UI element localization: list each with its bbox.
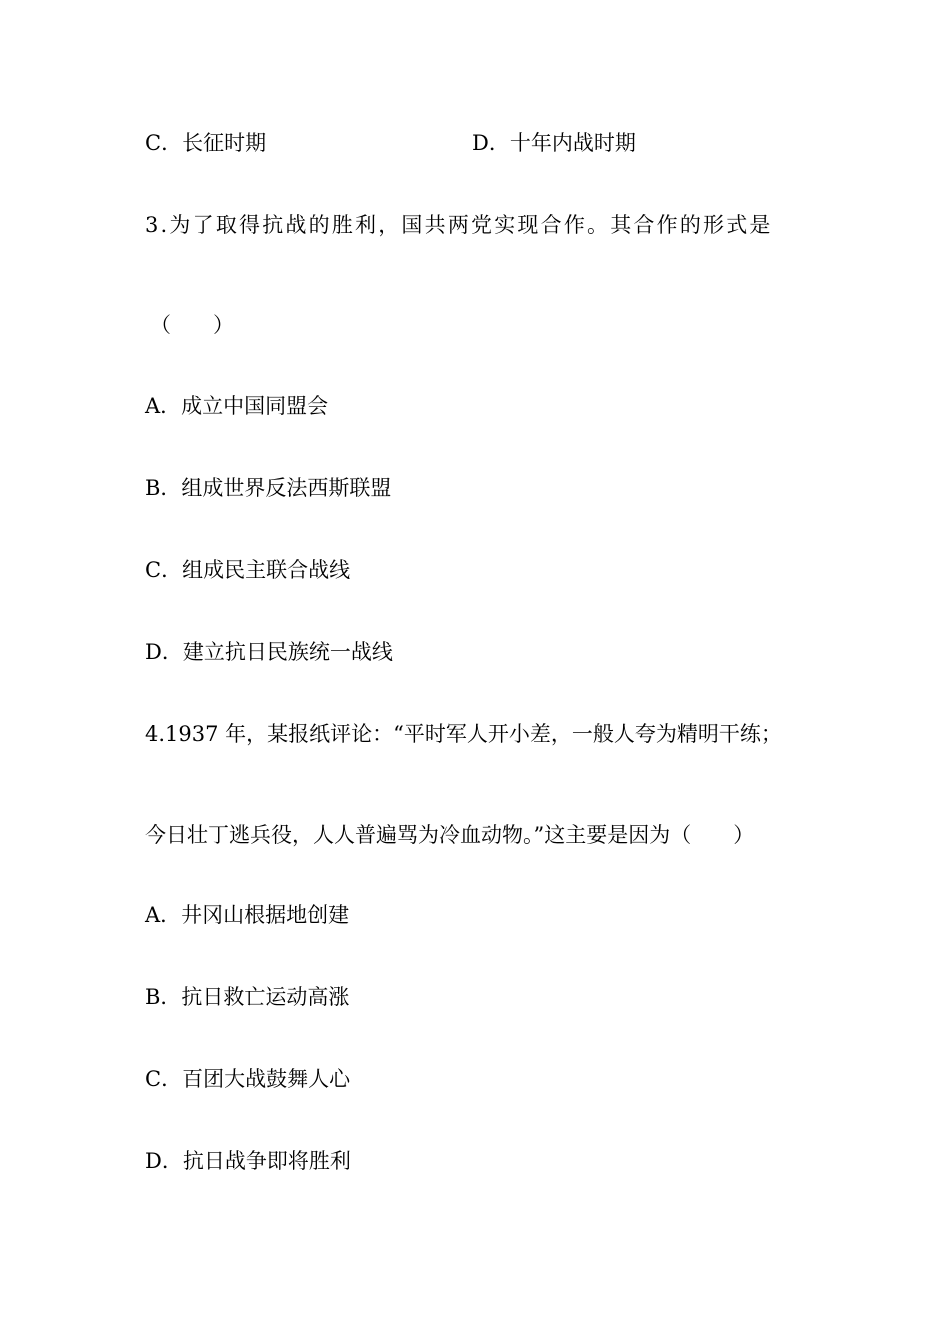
q3-stem: 3.为了取得抗战的胜利，国共两党实现合作。其合作的形式是	[145, 213, 773, 237]
q4-option-a: A．井冈山根据地创建	[145, 903, 350, 927]
q4-stem-line1: 4.1937 年，某报纸评论：“平时军人开小差，一般人夸为精明干练；	[145, 722, 782, 746]
q3-option-a: A．成立中国同盟会	[145, 394, 329, 418]
q4-option-b: B．抗日救亡运动高涨	[145, 985, 350, 1009]
q4-stem-line2: 今日壮丁逃兵役，人人普遍骂为冷血动物。”这主要是因为（ ）	[145, 823, 755, 847]
q3-answer-blank: （ ）	[150, 313, 234, 337]
q2-option-d: D．十年内战时期	[472, 131, 636, 155]
q2-option-c: C．长征时期	[145, 131, 267, 155]
q3-option-d: D．建立抗日民族统一战线	[145, 640, 393, 664]
q4-option-d: D．抗日战争即将胜利	[145, 1149, 351, 1173]
q3-option-c: C．组成民主联合战线	[145, 558, 351, 582]
q4-option-c: C．百团大战鼓舞人心	[145, 1067, 351, 1091]
q3-option-b: B．组成世界反法西斯联盟	[145, 476, 392, 500]
